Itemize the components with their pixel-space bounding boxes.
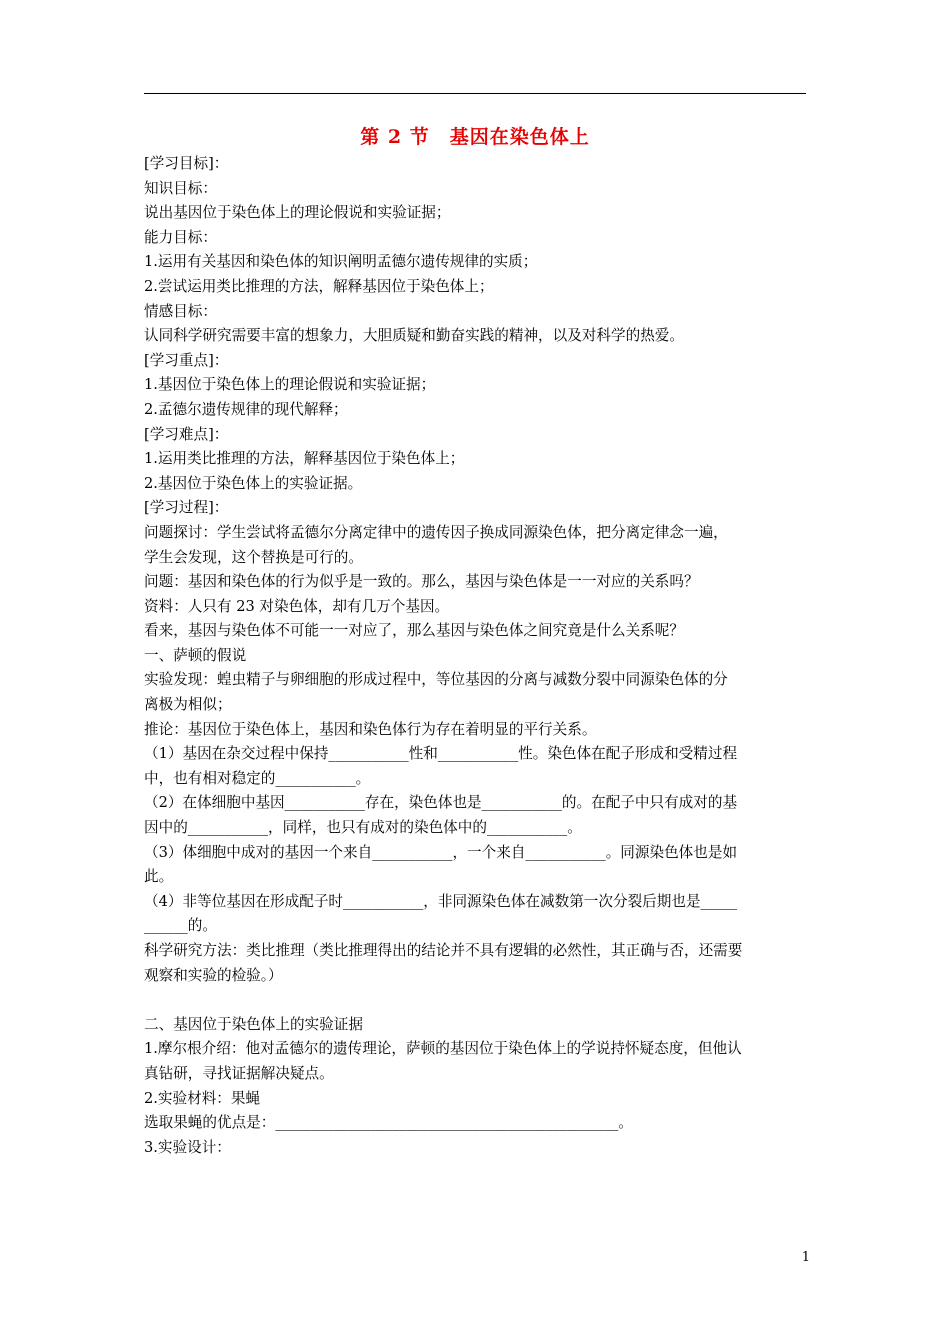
- text-line: 2.实验材料：果蝇: [144, 1089, 261, 1107]
- text-line: 问题：基因和染色体的行为似乎是一致的。那么，基因与染色体是一一对应的关系吗？: [144, 573, 699, 591]
- text-line: 离极为相似；: [144, 696, 232, 714]
- text-line: [学习难点]：: [144, 425, 229, 443]
- text-line: 中，也有相对稳定的___________。: [144, 769, 371, 787]
- text-line: 情感目标：: [144, 302, 217, 320]
- text-line: 二、基因位于染色体上的实验证据: [144, 1015, 363, 1033]
- text-line: 选取果蝇的优点是：_______________________________________________。: [144, 1114, 633, 1132]
- blank-line: [144, 988, 808, 1013]
- text-line: 学生会发现，这个替换是可行的。: [144, 548, 363, 566]
- text-line: 因中的___________，同样，也只有成对的染色体中的___________。: [144, 819, 582, 837]
- text-line: 1.基因位于染色体上的理论假说和实验证据；: [144, 376, 436, 394]
- text-line: 观察和实验的检验。）: [144, 966, 283, 984]
- text-line: （2）在体细胞中基因___________存在，染色体也是___________的。在配子中只有成对的基: [144, 794, 738, 812]
- text-line: 知识目标：: [144, 179, 217, 197]
- text-line: 3.实验设计：: [144, 1138, 231, 1156]
- text-line: 科学研究方法：类比推理（类比推理得出的结论并不具有逻辑的必然性，其正确与否，还需要: [144, 942, 743, 959]
- page-number: 1: [801, 1250, 810, 1265]
- text-line: 认同科学研究需要丰富的想象力，大胆质疑和勤奋实践的精神，以及对科学的热爱。: [144, 327, 684, 345]
- header-rule: [144, 93, 806, 94]
- text-line: （1）基因在杂交过程中保持___________性和___________性。染色体在配子形成和受精过程: [144, 745, 738, 763]
- text-line: 1.运用有关基因和染色体的知识阐明孟德尔遗传规律的实质；: [144, 253, 538, 271]
- text-line: ______的。: [144, 917, 217, 935]
- text-line: 说出基因位于染色体上的理论假说和实验证据；: [144, 204, 451, 222]
- text-line: 实验发现：蝗虫精子与卵细胞的形成过程中，等位基因的分离与减数分裂中同源染色体的分: [144, 671, 728, 689]
- section-title: 第 2 节 基因在染色体上: [360, 126, 590, 148]
- text-line: 2.基因位于染色体上的实验证据。: [144, 474, 363, 492]
- text-line: [学习过程]：: [144, 499, 229, 517]
- document-body: [144, 152, 808, 1160]
- text-line: 此。: [144, 868, 174, 886]
- text-line: [学习重点]：: [144, 351, 229, 369]
- text-line: （3）体细胞中成对的基因一个来自___________，一个来自___________。同源染色体也是如: [144, 843, 738, 861]
- text-line: 推论：基因位于染色体上，基因和染色体行为存在着明显的平行关系。: [144, 720, 597, 738]
- text-line: 问题探讨：学生尝试将孟德尔分离定律中的遗传因子换成同源染色体，把分离定律念一遍，: [144, 523, 728, 541]
- text-line: 能力目标：: [144, 228, 217, 246]
- text-line: 2.尝试运用类比推理的方法，解释基因位于染色体上；: [144, 277, 494, 295]
- text-line: 1.运用类比推理的方法，解释基因位于染色体上；: [144, 450, 465, 468]
- text-line: 资料：人只有 23 对染色体，却有几万个基因。: [144, 597, 450, 615]
- text-line: [学习目标]：: [144, 155, 229, 172]
- text-line: 2.孟德尔遗传规律的现代解释；: [144, 400, 348, 418]
- text-line: （4）非等位基因在形成配子时___________，非同源染色体在减数第一次分裂后期也是_____: [144, 892, 738, 910]
- text-line: 一、萨顿的假说: [144, 646, 247, 664]
- text-line: 看来，基因与染色体不可能一一对应了，那么基因与染色体之间究竟是什么关系呢？: [144, 622, 684, 640]
- text-line: 1.摩尔根介绍：他对孟德尔的遗传理论，萨顿的基因位于染色体上的学说持怀疑态度，但他认: [144, 1040, 742, 1058]
- text-line: 真钻研，寻找证据解决疑点。: [144, 1064, 334, 1082]
